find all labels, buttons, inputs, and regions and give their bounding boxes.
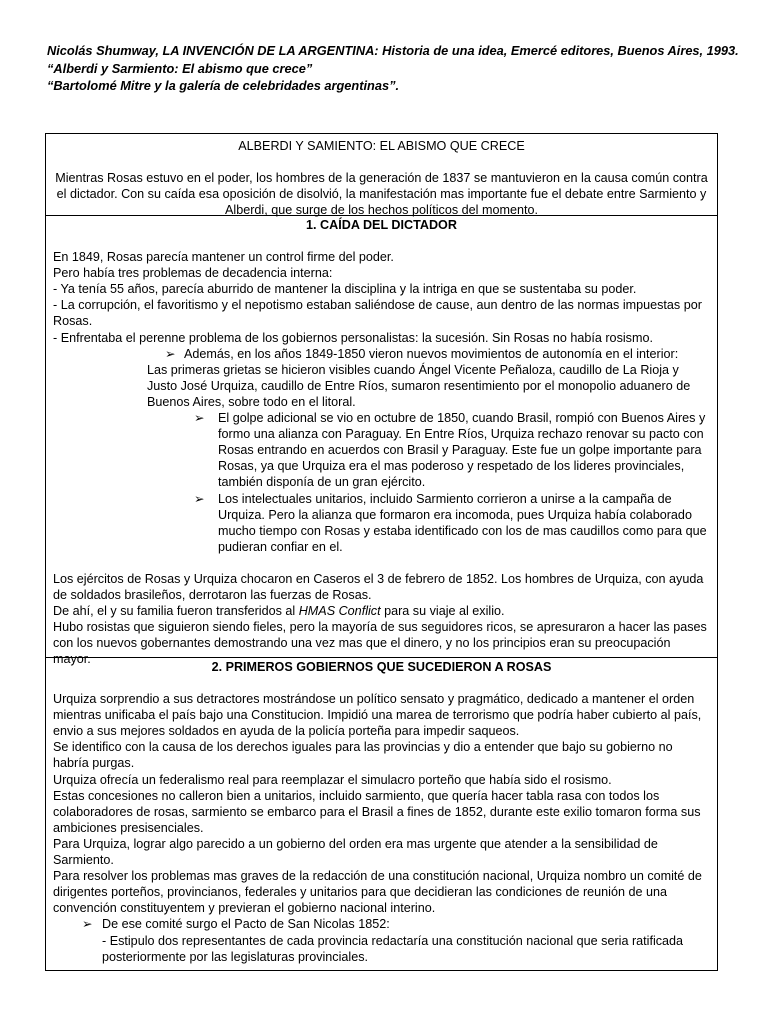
paragraph: En 1849, Rosas parecía mantener un control firme del poder. [53,250,394,265]
paragraph: Urquiza ofrecía un federalismo real para reemplazar el simulacro porteño que había sido el rosismo. [53,772,612,787]
section-title: 1. CAÍDA DEL DICTADOR [306,218,457,232]
arrow-bullet-icon: ➢ [82,917,93,932]
paragraph: Se identifico con la causa de los derechos iguales para las provincias y dio a entender que bajo su gobierno no habría purgas. [53,740,673,771]
bullet-item [46,346,717,362]
arrow-bullet-icon: ➢ [165,346,176,361]
citation-line: Nicolás Shumway, LA INVENCIÓN DE LA ARGENTINA: Historia de una idea, Emercé editores, Buenos Aires, 1993. [47,43,739,58]
bullet-text: De ese comité surgo el Pacto de San Nicolas 1852: [102,917,390,932]
paragraph: De ahí, el y su familia fueron transferidos al HMAS Conflict para su viaje al exilio. [53,604,505,619]
paragraph: Pero había tres problemas de decadencia interna: [53,266,333,281]
bullet-text: Los intelectuales unitarios, incluido Sarmiento corrieron a unirse a la campaña de Urquiza. Pero la alianza que formaron era incomoda, pues Urquiza había colaborado mucho tiempo con Rosas y estaba identificado con los de mas caudillos como para que pudieran confiar en el. [218,491,707,554]
section-intro-box [45,133,718,216]
paragraph: - Estipulo dos representantes de cada provincia redactaría una constitución nacional que seria ratificada posteriormente por las legislaturas provinciales. [102,933,684,964]
paragraph: Hubo rosistas que siguieron siendo fieles, pero la mayoría de sus seguidores ricos, se apresuraron a hacer las pases con los nuevos gobernantes demostrando una vez mas que el dinero, y no los principios eran su preocupación mayor. [53,620,707,667]
paragraph: Para resolver los problemas mas graves de la redacción de una constitución nacional, Urquiza nombro un comité de dirigentes porteños, provincianos, federales y unitarios para que decidieran las condiciones de reunión de una convención constituyentem y previeran el gobierno nacional interino. [53,869,702,916]
intro-paragraph: Mientras Rosas estuvo en el poder, los hombres de la generación de 1837 se mantuvieron en la causa común contra el dictador. Con su caída esa oposición de disolvió, la manifestación mas importante fue el debate entre Sarmiento y Alberdi, que surge de los hechos políticos del momento. [55,171,708,218]
paragraph: Urquiza sorprendio a sus detractores mostrándose un político sensato y pragmático, dedicado a mantener el orden mientras unificaba el país bajo una Constitucion. Impidió una marea de terrorismo que podría haber cubierto al país, envio a sus mejores soldados en ayuda de la policía porteña para impedir saqueos. [53,692,702,739]
section-gobiernos-box [45,658,718,971]
paragraph: Las primeras grietas se hicieron visibles cuando Ángel Vicente Peñaloza, caudillo de La Rioja y Justo José Urquiza, caudillo de Entre Ríos, sumaron resentimiento por el monopolio aduanero de Buenos Aires, sobre todo en el litoral. [147,362,691,409]
chapter-title-line: “Bartolomé Mitre y la galería de celebridades argentinas”. [47,78,400,93]
section-title: ALBERDI Y SAMIENTO: EL ABISMO QUE CRECE [238,139,525,153]
ship-name: HMAS Conflict [298,604,381,619]
paragraph: - La corrupción, el favoritismo y el nepotismo estaban saliéndose de cause, aun dentro de las normas impuestas por Rosas. [53,298,702,329]
bullet-item [46,410,717,490]
arrow-bullet-icon: ➢ [194,411,205,426]
bullet-item [46,491,717,555]
section-title: 2. PRIMEROS GOBIERNOS QUE SUCEDIERON A ROSAS [211,660,552,674]
citation-header [47,42,737,95]
bullet-text: Además, en los años 1849-1850 vieron nuevos movimientos de autonomía en el interior: [184,346,679,361]
paragraph: - Ya tenía 55 años, parecía aburrido de mantener la disciplina y la intriga en que se sustentaba su poder. [53,282,637,297]
bullet-item [46,916,717,932]
chapter-title-line: “Alberdi y Sarmiento: El abismo que crece” [47,60,313,76]
arrow-bullet-icon: ➢ [194,491,205,506]
paragraph: Estas concesiones no calleron bien a unitarios, incluido sarmiento, que quería hacer tabla rasa con todos los colaboradores de rosas, sarmiento se embarco para el Brasil a fines de 1852, durante este exilio tomaron forma sus ambiciones presisenciales. [53,788,701,835]
paragraph: Los ejércitos de Rosas y Urquiza chocaron en Caseros el 3 de febrero de 1852. Los hombres de Urquiza, con ayuda de soldados brasileños, derrotaron las fuerzas de Rosas. [53,571,704,602]
paragraph: - Enfrentaba el perenne problema de los gobiernos personalistas: la sucesión. Sin Rosas no había rosismo. [53,330,653,345]
paragraph: Para Urquiza, lograr algo parecido a un gobierno del orden era mas urgente que atender a la sensibilidad de Sarmiento. [53,836,658,868]
bullet-text: El golpe adicional se vio en octubre de 1850, cuando Brasil, rompió con Buenos Aires y formo una alianza con Paraguay. En Entre Ríos, Urquiza rechazo renovar su pacto con Rosas entrando en acuerdos con Brasil y Paraguay. Este fue un golpe importante para Rosas, ya que Urquiza era el mas poderoso y respetado de los lideres provinciales, también disponía de un gran ejército. [218,411,706,490]
